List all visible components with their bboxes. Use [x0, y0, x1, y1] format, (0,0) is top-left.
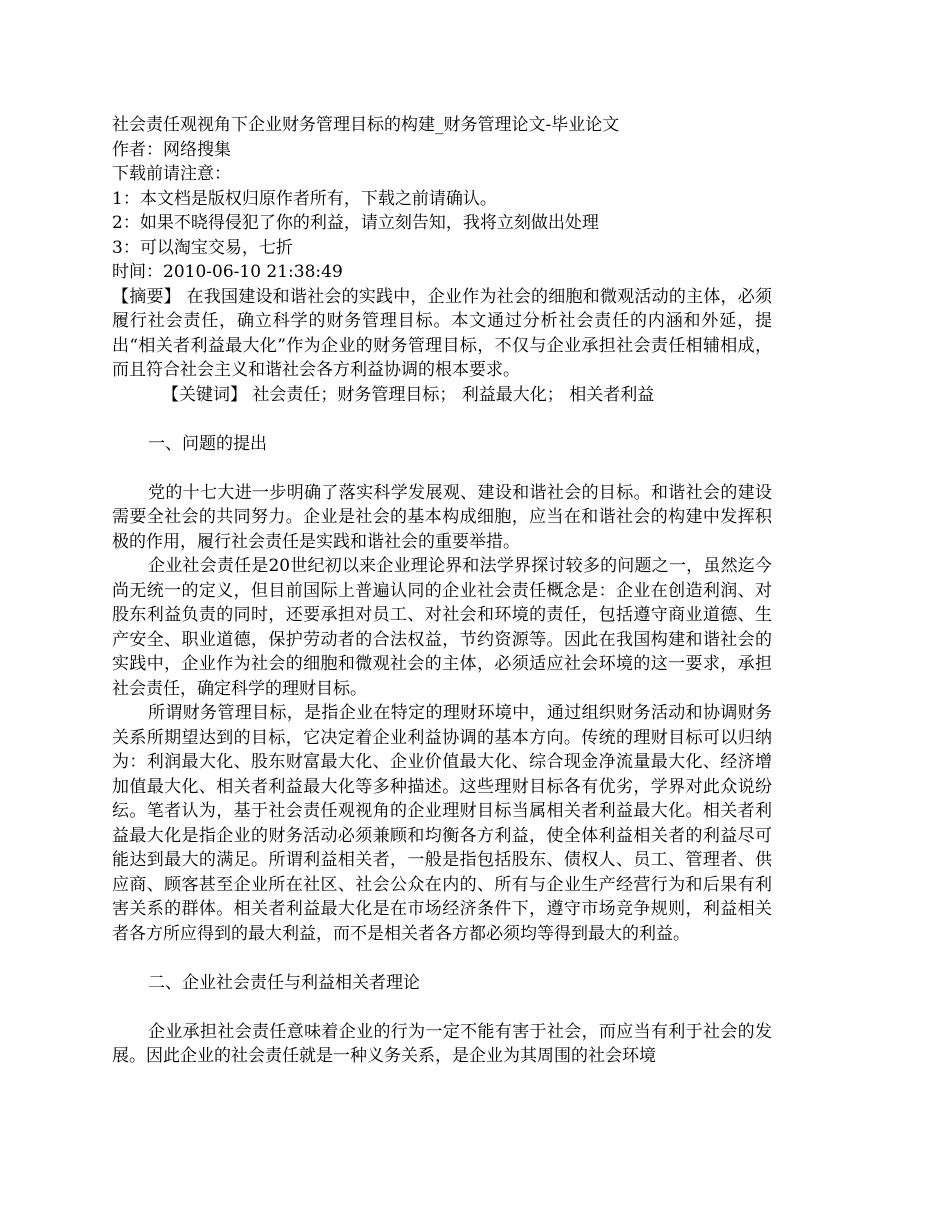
time-line: 时间：2010-06-10 21:38:49 — [112, 262, 343, 282]
body-paragraph: 所谓财务管理目标，是指企业在特定的理财环境中，通过组织财务活动和协调财务关系所期望达到的目标，它决定着企业利益协调的基本方向。传统的理财目标可以归纳为：利润最大化、股东财富最大化、企业价值最大化、综合现金净流量最大化、经济增加值最大化、相关者利益最大化等多种描述。这些理财目标各有优劣，学界对此众说纷纭。笔者认为，基于社会责任观视角的企业理财目标当属相关者利益最大化。相关者利益最大化是指企业的财务活动必须兼顾和均衡各方利益，使全体利益相关者的利益尽可能达到最大的满足。所谓利益相关者，一般是指包括股东、债权人、员工、管理者、供应商、顾客甚至企业所在社区、社会公众在内的、所有与企业生产经营行为和后果有利害关系的群体。相关者利益最大化是在市场经济条件下，遵守市场竞争规则，利益相关者各方所应得到的最大利益，而不是相关者各方都必须均等得到最大的利益。 — [112, 703, 772, 944]
body-paragraph: 企业承担社会责任意味着企业的行为一定不能有害于社会，而应当有利于社会的发展。因此企业的社会责任就是一种义务关系，是企业为其周围的社会环境 — [112, 1021, 772, 1066]
section-heading-1: 一、问题的提出 — [148, 433, 267, 454]
section-heading-2: 二、企业社会责任与利益相关者理论 — [148, 972, 420, 993]
spacer — [112, 995, 772, 1020]
body-paragraph: 党的十七大进一步明确了落实科学发展观、建设和谐社会的目标。和谐社会的建设需要全社会的共同努力。企业是社会的基本构成细胞，应当在和谐社会的构建中发挥积极的作用，履行社会责任是实践和谐社会的重要举措。 — [112, 482, 772, 552]
notice-item-3: 3：可以淘宝交易，七折 — [112, 237, 293, 258]
body-paragraph: 企业社会责任是20世纪初以来企业理论界和法学界探讨较多的问题之一，虽然迄今尚无统一的定义，但目前国际上普遍认同的企业社会责任概念是：企业在创造利润、对股东利益负责的同时，还要承担对员工、对社会和环境的责任，包括遵守商业道德、生产安全、职业道德，保护劳动者的合法权益，节约资源等。因此在我国构建和谐社会的实践中，企业作为社会的细胞和微观社会的主体，必须适应社会环境的这一要求，承担社会责任，确定科学的理财目标。 — [112, 556, 772, 699]
spacer — [112, 946, 772, 971]
author-line: 作者：网络搜集 — [112, 139, 231, 160]
notice-item-1: 1：本文档是版权归原作者所有，下载之前请确认。 — [112, 188, 497, 209]
notice-item-2: 2：如果不晓得侵犯了你的利益，请立刻告知，我将立刻做出处理 — [112, 213, 599, 233]
document-title: 社会责任观视角下企业财务管理目标的构建_财务管理论文-毕业论文 — [112, 115, 620, 135]
abstract-paragraph: 【摘要】 在我国建设和谐社会的实践中，企业作为社会的细胞和微观活动的主体，必须履行社会责任，确立科学的财务管理目标。本文通过分析社会责任的内涵和外延，提出“相关者利益最大化”作为企业的财务管理目标，不仅与企业承担社会责任相辅相成，而且符合社会主义和谐社会各方利益协调的根本要求。 — [112, 286, 772, 380]
keywords-line: 【关键词】 社会责任；财务管理目标； 利益最大化； 相关者利益 — [162, 384, 655, 405]
spacer — [112, 407, 772, 432]
spacer — [112, 456, 772, 481]
notice-heading: 下载前请注意： — [112, 164, 231, 184]
document-page — [112, 113, 772, 1069]
